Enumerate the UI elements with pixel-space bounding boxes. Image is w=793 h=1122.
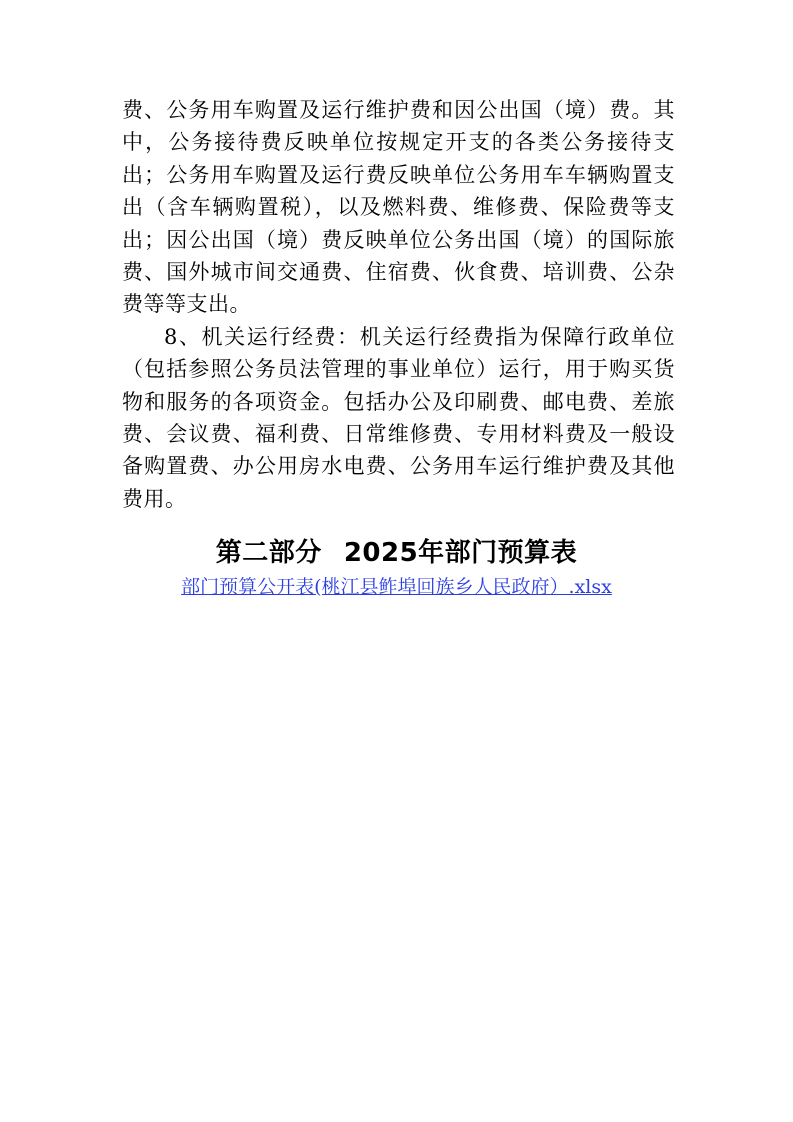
attachment-file-link[interactable]: 部门预算公开表(桃江县鲊埠回族乡人民政府）.xlsx bbox=[181, 576, 612, 598]
attachment-row bbox=[0, 573, 793, 601]
section-name-label: 2025年部门预算表 bbox=[343, 538, 578, 568]
section-title bbox=[0, 535, 793, 571]
paragraph-operating-expenses: 8、机关运行经费：机关运行经费指为保障行政单位（包括参照公务员法管理的事业单位）运行，用于购买货物和服务的各项资金。包括办公及印刷费、邮电费、差旅费、会议费、福利费、日常维修费、专用材料费及一般设备购置费、办公用房水电费、公务用车运行维护费及其他费用。 bbox=[122, 324, 675, 511]
paragraph-public-expenses: 费、公务用车购置及运行维护费和因公出国（境）费。其中，公务接待费反映单位按规定开支的各类公务接待支出；公务用车购置及运行费反映单位公务用车车辆购置支出（含车辆购置税），以及燃料费、维修费、保险费等支出；因公出国（境）费反映单位公务出国（境）的国际旅费、国外城市间交通费、住宿费、伙食费、培训费、公杂费等等支出。 bbox=[122, 98, 675, 317]
body-text bbox=[122, 94, 675, 515]
section-part-label: 第二部分 bbox=[215, 538, 322, 568]
